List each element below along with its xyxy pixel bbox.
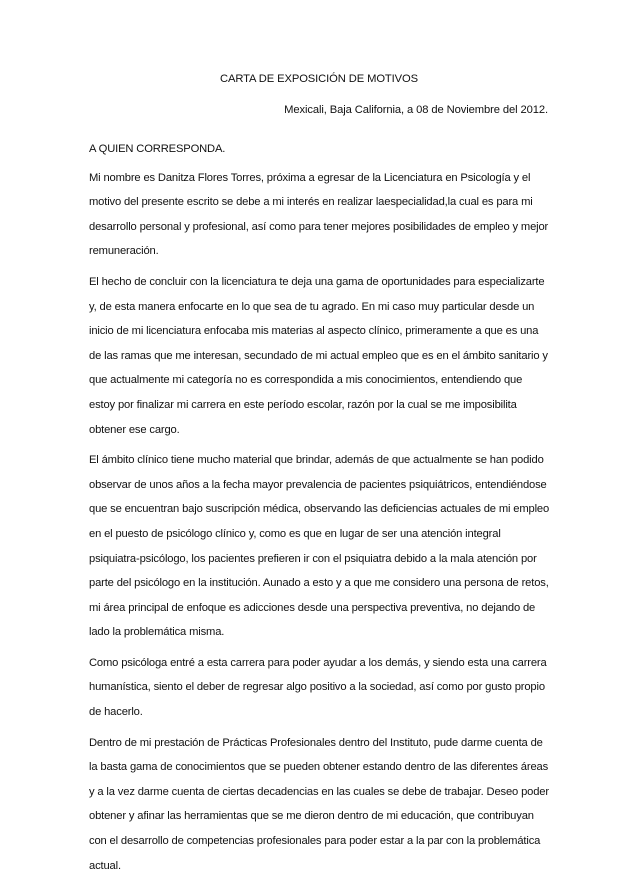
letter-title: CARTA DE EXPOSICIÓN DE MOTIVOS [220, 73, 418, 85]
paragraph-1: Mi nombre es Danitza Flores Torres, próxima a egresar de la Licenciatura en Psicología y el motivo del presente escrito se debe a mi interés en realizar laespecialidad,la cual es para mi desarrollo personal y profesional, así como para tener mejores posibilidades de empleo y mejor remuneración. [89, 171, 549, 258]
letter-body [89, 137, 551, 884]
paragraph-5: Dentro de mi prestación de Prácticas Profesionales dentro del Instituto, pude darme cuenta de la basta gama de conocimientos que se pueden obtener estando dentro de las diferentes áreas y a la vez darme cuenta de ciertas decadencias en las cuales se debe de trabajar. Deseo poder obtener y afinar las herramientas que se me dieron dentro de mi educación, que contribuyan con el desarrollo de competencias profesionales para poder estar a la par con la problemática actual. [89, 736, 549, 872]
paragraph-2: El hecho de concluir con la licenciatura te deja una gama de oportunidades para especializarte y, de esta manera enfocarte en lo que sea de tu agrado. En mi caso muy particular desde un inicio de mi licenciatura enfocaba mis materias al aspecto clínico, primeramente a que es una de las ramas que me interesan, secundado de mi actual empleo que es en el ámbito sanitario y que actualmente mi categoría no es correspondida a mis conocimientos, entendiendo que estoy por finalizar mi carrera en este período escolar, razón por la cual se me imposibilita obtener ese cargo. [89, 275, 548, 436]
salutation: A QUIEN CORRESPONDA. [89, 143, 226, 155]
paragraph-4: Como psicóloga entré a esta carrera para poder ayudar a los demás, y siendo esta una carrera humanística, siento el deber de regresar algo positivo a la sociedad, así como por gusto propio de hacerlo. [89, 656, 547, 719]
paragraph-3: El ámbito clínico tiene mucho material que brindar, además de que actualmente se han podido observar de unos años a la fecha mayor prevalencia de pacientes psiquiátricos, entendiéndose que se encuentran bajo suscripción médica, observando las deficiencias actuales de mi empleo en el puesto de psicólogo clínico y, como es que en lugar de ser una atención integral psiquiatra-psicólogo, los pacientes prefieren ir con el psiquiatra debido a la mala atención por parte del psicólogo en la institución. Aunado a esto y a que me considero una persona de retos, mi área principal de enfoque es adicciones desde una perspectiva preventiva, no dejando de lado la problemática misma. [89, 454, 550, 639]
place-date: Mexicali, Baja California, a 08 de Noviembre del 2012. [284, 104, 548, 116]
